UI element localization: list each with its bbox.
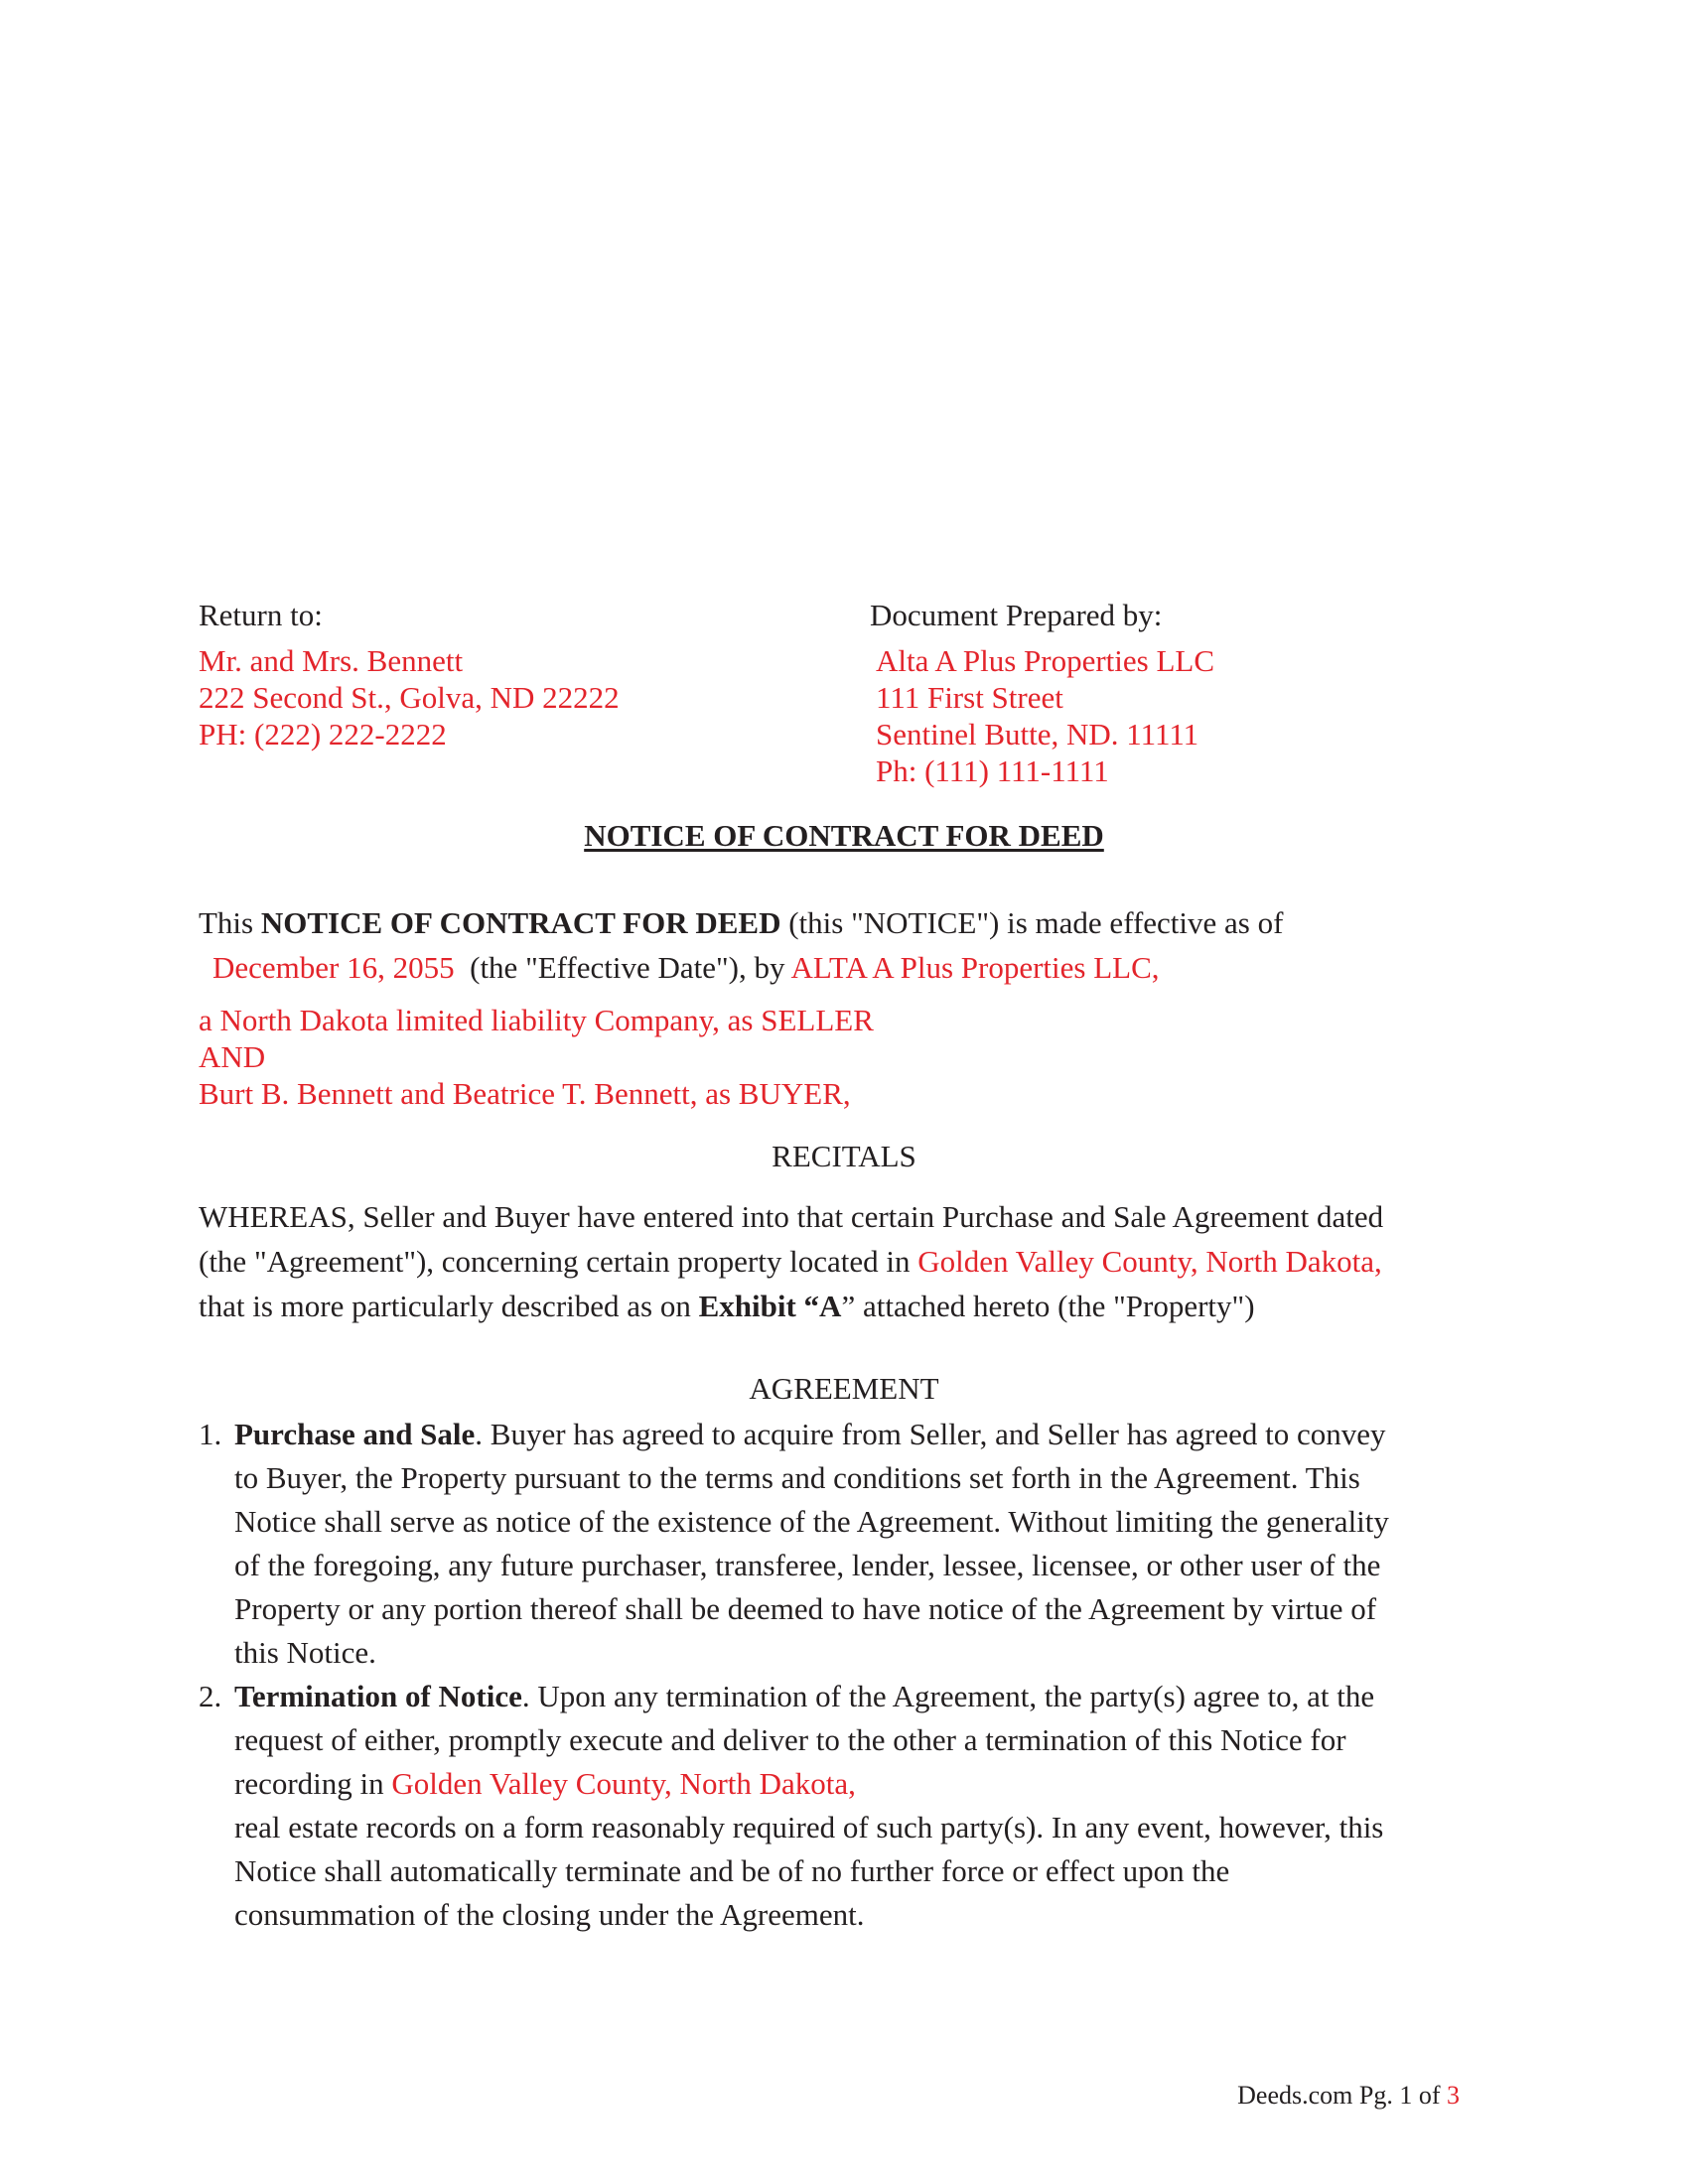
recitals-line-3: [199, 1291, 1255, 1321]
item-2-line-1: [234, 1681, 1374, 1711]
prepared-by-label: Document Prepared by:: [870, 598, 1163, 632]
item-2-first-line: . Upon any termination of the Agreement, the party(s) agree to, at the: [521, 1679, 1375, 1713]
intro-line-2: [212, 952, 1160, 983]
intro-bold-title: NOTICE OF CONTRACT FOR DEED: [260, 905, 781, 940]
agreement-heading: AGREEMENT: [749, 1371, 939, 1406]
item-1-line-1: [234, 1419, 1386, 1449]
item-2-title: Termination of Notice: [234, 1679, 522, 1713]
recitals-line-2: [199, 1246, 1382, 1277]
item-2-line-2: request of either, promptly execute and deliver to the other a termination of this Notice for: [234, 1722, 1346, 1757]
item-1-line-2: to Buyer, the Property pursuant to the terms and conditions set forth in the Agreement. This: [234, 1460, 1360, 1495]
intro-after-title: (this "NOTICE") is made effective as of: [780, 905, 1284, 940]
buyer-names: Burt B. Bennett and Beatrice T. Bennett, as BUYER,: [199, 1076, 851, 1111]
recitals-line-2-text: (the "Agreement"), concerning certain property located in: [199, 1244, 918, 1279]
exhibit-reference: Exhibit “A: [698, 1289, 842, 1323]
recitals-line-1: WHEREAS, Seller and Buyer have entered into that certain Purchase and Sale Agreement dated: [199, 1199, 1384, 1234]
recitals-county: Golden Valley County, North Dakota,: [917, 1244, 1382, 1279]
item-1-title: Purchase and Sale: [234, 1417, 476, 1451]
item-1-line-5: Property or any portion thereof shall be deemed to have notice of the Agreement by virtue of: [234, 1591, 1377, 1626]
item-1-first-line: . Buyer has agreed to acquire from Seller, and Seller has agreed to convey: [475, 1417, 1386, 1451]
item-1-line-6: this Notice.: [234, 1635, 376, 1670]
return-address: 222 Second St., Golva, ND 22222: [199, 680, 620, 715]
item-2-county: Golden Valley County, North Dakota,: [391, 1766, 856, 1801]
return-phone: PH: (222) 222-2222: [199, 717, 447, 751]
recitals-line-3-text: that is more particularly described as on: [199, 1289, 699, 1323]
page-footer: [1237, 2083, 1460, 2109]
item-2-line-5: Notice shall automatically terminate and be of no further force or effect upon the: [234, 1853, 1230, 1888]
return-to-label: Return to:: [199, 598, 323, 632]
item-2-line-3: [234, 1768, 856, 1799]
return-name: Mr. and Mrs. Bennett: [199, 643, 464, 678]
prepared-phone: Ph: (111) 111-1111: [876, 753, 1109, 788]
prepared-company: Alta A Plus Properties LLC: [876, 643, 1214, 678]
footer-total-pages: 3: [1447, 2081, 1460, 2110]
effective-text: (the "Effective Date"), by: [470, 950, 791, 985]
item-2-line-6: consummation of the closing under the Agreement.: [234, 1897, 865, 1932]
recitals-line-3-post: ” attached hereto (the "Property"): [841, 1289, 1255, 1323]
seller-description: a North Dakota limited liability Company, as SELLER: [199, 1003, 874, 1037]
prepared-street: 111 First Street: [876, 680, 1063, 715]
intro-line-1: [199, 907, 1283, 938]
item-1-line-3: Notice shall serve as notice of the existence of the Agreement. Without limiting the generality: [234, 1504, 1389, 1539]
item-2-line-4: real estate records on a form reasonably required of such party(s). In any event, however, this: [234, 1810, 1384, 1844]
footer-text: Deeds.com Pg. 1 of: [1237, 2081, 1447, 2110]
item-1-line-4: of the foregoing, any future purchaser, transferee, lender, lessee, licensee, or other user of the: [234, 1548, 1381, 1582]
intro-this: This: [199, 905, 261, 940]
item-2-line-3-text: recording in: [234, 1766, 392, 1801]
prepared-city: Sentinel Butte, ND. 11111: [876, 717, 1199, 751]
recitals-heading: RECITALS: [772, 1139, 916, 1173]
seller-name: ALTA A Plus Properties LLC,: [790, 950, 1160, 985]
effective-date: December 16, 2055: [212, 950, 455, 985]
item-1-number: 1.: [199, 1417, 222, 1451]
document-title: NOTICE OF CONTRACT FOR DEED: [584, 818, 1104, 853]
and-text: AND: [199, 1039, 266, 1074]
item-2-number: 2.: [199, 1679, 222, 1713]
